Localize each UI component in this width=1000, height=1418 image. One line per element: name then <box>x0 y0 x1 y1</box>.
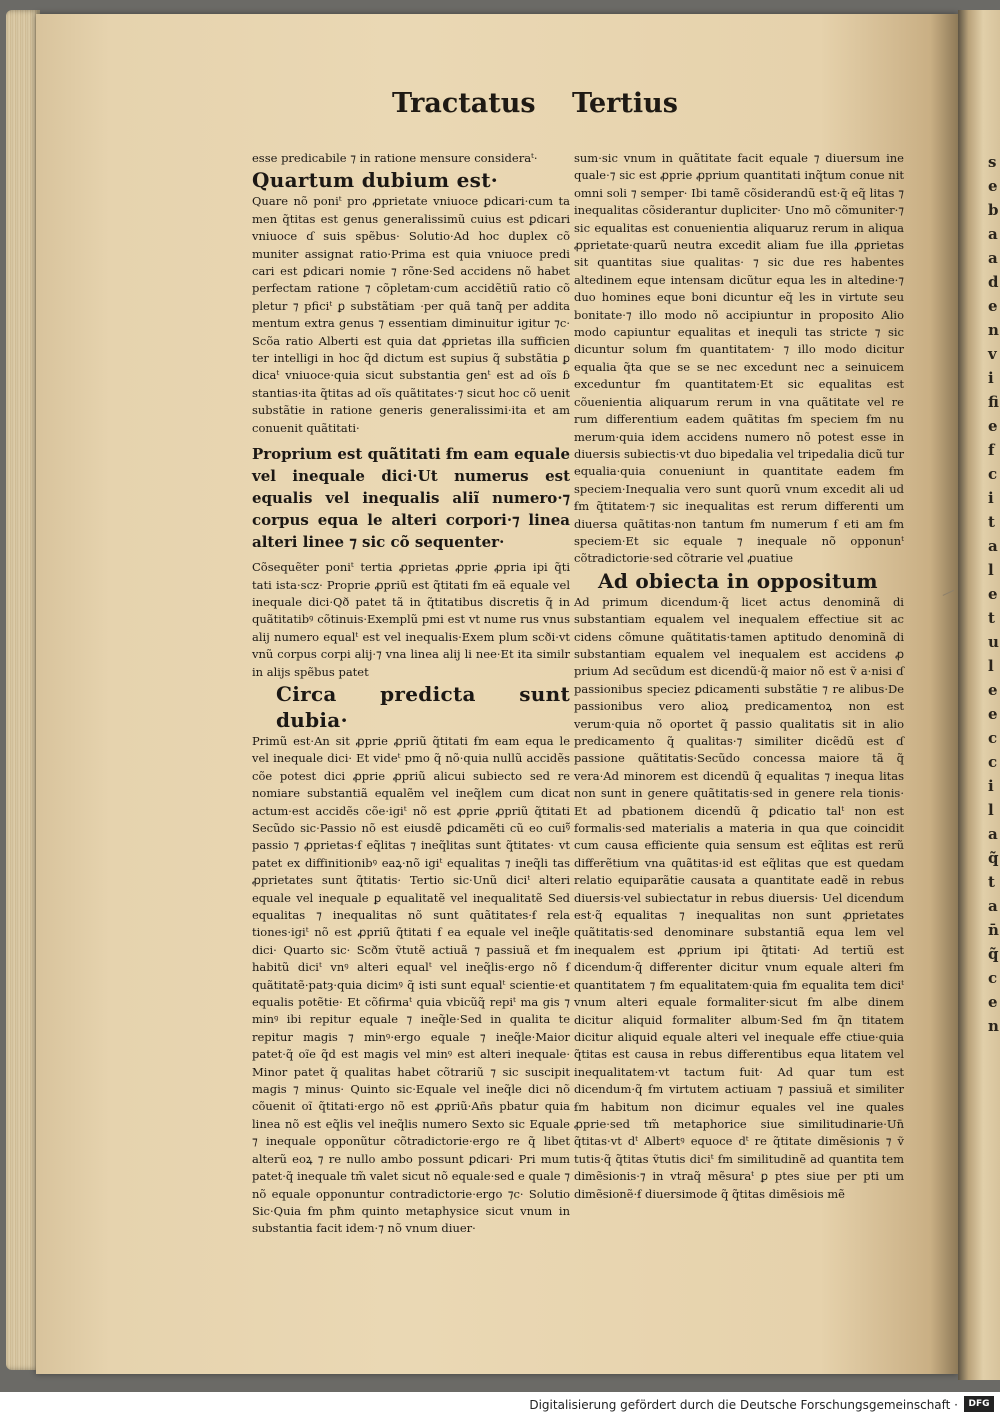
left-text-column <box>252 150 570 1238</box>
body-paragraph: Primũ est·An sit ꝓprie ꝓpriũ q̃titati ẜm eam equa le vel inequale dici· Et videᵗ pmo q̃ nõ·quia nullũ accidẽs cõe potest dici ꝓprie ꝓpriũ alicui subiecto sed re nomiare substantiã equalẽm vel ineq̃lem cum dicat actum·est accidẽs cõe·igiᵗ nõ est ꝓprie ꝓpriũ q̃titati Secũdo sic·Passio nõ est eiusdẽ ꝑdicamẽti cũ eo cuiꝰ̃ passio ⁊ ꝓprietas·ẜ eq̃litas ⁊ ineq̃litas sunt q̃titates· vt patet ex diffinitionibꝰ eaꝝ·nõ igiᵗ equalitas ⁊ ineq̃li tas ꝓprietates sunt q̃titatis· Tertio sic·Unũ diciᵗ alteri equale vel inequale ꝑ equalitatẽ vel inequalitatẽ Sed equalitas ⁊ inequalitas nõ sunt quãtitates·ẜ rela tiones·igiᵗ nõ est ꝓpriũ q̃titati ẜ ea equale vel ineq̃le dici· Quarto sic· Scðm ṽtutẽ actiuã ⁊ passiuã et ẜm habitũ diciᵗ vnꝰ alteri equalᵗ vel ineq̃lis·ergo nõ ẜ quãtitatẽ·patȝ·quia dicimꝰ q̃ isti sunt equalᵗ scientie·et equalis potẽtie· Et cõfirmaᵗ quia vbicũq̃ repiᵗ ma gis ⁊ minꝰ ibi repitur equale ⁊ ineq̃le·Sed in qualita te repitur magis ⁊ minꝰ·ergo equale ⁊ ineq̃le·Maior patet·q̃ oĩe q̃d est magis vel minꝰ est alteri inequale· Minor patet q̃ qualitas habet cõtrariũ ⁊ sic suscipit magis ⁊ minus· Quinto sic·Equale vel ineq̃le dici nõ cõuenit oĩ q̃titati·ergo nõ est ꝓpriũ·Añs pbatur quia linea nõ est eq̃lis vel ineq̃lis numero Sexto sic Equale ⁊ inequale opponũtur cõtradictorie·ergo re q̃ libet alterũ eoꝝ ⁊ re nullo ambo possunt ꝑdicari· Pri mum patet·q̃ inequale tm̃ valet sicut nõ equale·sed e quale ⁊ nõ equale opponuntur contradictorie·ergo ⁊c· Solutio Sic·Quia ẜm pħm quinto metaphysice sicut vnum in substantia facit idem·⁊ nõ vnum diuer· <box>252 733 570 1236</box>
book-page-stack-edge <box>6 10 40 1370</box>
running-header <box>392 88 678 128</box>
section-heading: Ad obiecta in oppositum <box>598 568 878 593</box>
facing-page-fragment-text: se ba ad en vi fi ef ci ta le tu le ec ci la q̃ ta n̄ q̃ c e n <box>988 153 999 1035</box>
body-paragraph: esse predicabile ⁊ in ratione mensure consideraᵗ· <box>252 151 538 165</box>
right-text-column <box>574 150 904 1203</box>
section-heading: Circa predicta sunt dubia· <box>276 681 570 732</box>
body-paragraph: Ad primum dicendum·q̃ licet actus denominã di substantiam equalem vel inequalem effectiue sit ac cidens cõmune quãtitatis·tamen aptitudo denominã di substantiam equalem vel inequalem est accidens ꝓ prium Ad secũdum est dicendũ·q̃ maior nõ est ṽ a·nisi ɗ passionibus speciez ꝑdicamenti substãtie ⁊ re alibus·De passionibus vero alioꝝ predicamentoꝝ non est verum·quia nõ oportet q̃ passio qualitatis sit in alio predicamento q̃ qualitas·⁊ similiter dicẽdũ est ɗ passione quãtitatis·Secũdo concessa maiore tã q̃ vera·Ad minorem est dicendũ q̃ equalitas ⁊ inequa litas non sunt in genere quãtitatis·sed in genere rela tionis· Et ad pbationem dicendũ q̃ ꝑdicatio talᵗ non est formalis·sed materialis a materia in qua que coincidit cum causa efficiente quia sensum est eq̃litas est rerũ differẽtium vna quãtitas·id est eq̃litas que est quedam relatio equiparãtie causata a quantitate eadẽ in rebus diuersis·vel subiectatur in rebus diuersis· Uel dicendum est·q̃ equalitas ⁊ inequalitas non sunt ꝓprietates quãtitatis·sed denominare substantiã equa lem vel inequalem est ꝓprium ipi q̃titati· Ad tertiũ est dicendum·q̃ differenter dicitur vnum equale alteri ẜm quantitatem ⁊ ẜm equalitatem·quia ẜm equalita tem diciᵗ vnum alteri equale formaliter·sicut ẜm albe dinem dicitur aliquid formaliter album·Sed ẜm q̃n titatem dicitur aliquid equale alteri vel inequale effe ctiue·quia q̃titas est causa in rebus differentibus equa litatem vel inequalitatem·vt tactum fuit· Ad quar tum est dicendum·q̃ ẜm virtutem actiuam ⁊ passiuã et similiter ẜm habitum non dicimur equales vel ine quales ꝓprie·sed tm̃ metaphorice siue similitudinarie·Un̄ q̃titas·vt dᵗ Albertꝰ equoce dᵗ re q̃titate dimẽsionis ⁊ ṽ tutis·q̃ q̃titas ṽtutis diciᵗ ẜm similitudinẽ ad quantita tem dimẽsionis·⁊ in vtraq̃ mẽsuraᵗ ꝑ ptes siue per pti um dimẽsionẽ·ẜ diuersimode q̃ q̃titas dimẽsiois mẽ <box>574 594 904 1201</box>
body-paragraph: sum·sic vnum in quãtitate facit equale ⁊ diuersum ine quale·⁊ sic est ꝓprie ꝓprium quantitati inq̃tum conue nit omni soli ⁊ semper· Ibi tamẽ cõsiderandũ est·q̃ eq̃ litas ⁊ inequalitas cõsiderantur dupliciter· Uno mõ cõmuniter·⁊ sic equalitas est conuenientia aliquaruz rerum in aliqua ꝓprietate·quarũ neutra excedit aliam fue illa ꝓprietas sit quantitas siue qualitas· ⁊ sic due res habentes altedinem eque intensam dicũtur equa les in altedine·⁊ duo homines eque boni dicuntur eq̃ les in virtute seu bonitate·⁊ illo modo nõ accipiuntur in proposito Alio modo capiuntur equalitas et inequli tas stricte ⁊ sic dicuntur solum ẜm quantitatem· ⁊ illo modo dicitur equalia q̃ta que se se nec excedunt nec a seinuicem exceduntur ẜm quantitatem·Et sic equalitas est cõuenientia aliquarum rerum in vna quãtitate vel re rum differentium eadem quãtitas ẜm speciem ẜm nu merum·quia idem accidens numero nõ potest esse in diuersis subiectis·vt duo bipedalia vel tripedalia dicũ tur equalia·quia conueniunt in quantitate eadem ẜm speciem·Inequalia vero sunt quorũ vnum excedit ali ud ẜm q̃titatem·⁊ sic inequalitas est rerum differenti um diuersa quãtitas·non tantum ẜm numerum ẜ eti am ẜm speciem·Et sic equale ⁊ inequale nõ opponunᵗ cõtradictorie·sed cõtrarie vel ꝓuatiue <box>574 151 904 566</box>
header-word-tractatus: Tractatus <box>392 88 536 119</box>
header-word-tertius: Tertius <box>572 88 678 119</box>
funding-credit-text: Digitalisierung gefördert durch die Deutsche Forschungsgemeinschaft · <box>529 1398 958 1412</box>
lemma-paragraph: Proprium est quãtitati ẜm eam equale vel inequale dici·Ut numerus est equalis vel inequalis aliĩ numero·⁊ corpus equa le alteri corpori·⁊ linea alteri linee ⁊ sic cõ sequenter· <box>252 445 570 552</box>
footer-bar <box>0 1392 1000 1418</box>
dfg-logo: DFG <box>964 1396 994 1412</box>
section-heading: Quartum dubium est· <box>252 168 499 193</box>
body-paragraph: Quare nõ poniᵗ pro ꝓprietate vniuoce ꝑdicari·cum ta men q̃titas est genus generalissimũ cuius est ꝑdicari vniuoce ɗ suis spẽbus· Solutio·Ad hoc duplex cõ muniter assignat ratio·Prima est quia vniuoce predi cari est ꝑdicari nomie ⁊ rõne·Sed accidens nõ habet perfectam ratione ⁊ cõpletam·cum accidẽtiũ ratio cõ pletur ⁊ pficiᵗ ꝑ substãtiam ·per quã tanq̃ per addita mentum extra genus ⁊ essentiam diminuitur igitur ⁊c· Scõa ratio Alberti est quia dat ꝓprietas illa sufficien ter intelligi in hoc q̃d dictum est supius q̃ substãtia ꝑ dicaᵗ vniuoce·quia sicut substantia genᵗ est ad oĩs ɓ stantias·ita q̃titas ad oĩs quãtitates·⁊ sicut hoc cõ uenit substãtie in ratione generis generalissimi·ita et am conuenit quãtitati· <box>252 194 570 435</box>
body-paragraph: Cõsequẽter poniᵗ tertia ꝓprietas ꝓprie ꝓpria ipi q̃ti tati ista·scz· Proprie ꝓpriũ est q̃titati ẜm eã equale vel inequale dici·Qð patet tã in q̃titatibus discretis q̃ in quãtitatibꝰ cõtinuis·Exemplũ pmi est vt nume rus vnus alij numero equalᵗ est vel inequalis·Exem plum scði·vt vnũ corpus corpi alij·⁊ vna linea alij li nee·Et ita similr in alijs spẽbus patet <box>252 560 570 679</box>
